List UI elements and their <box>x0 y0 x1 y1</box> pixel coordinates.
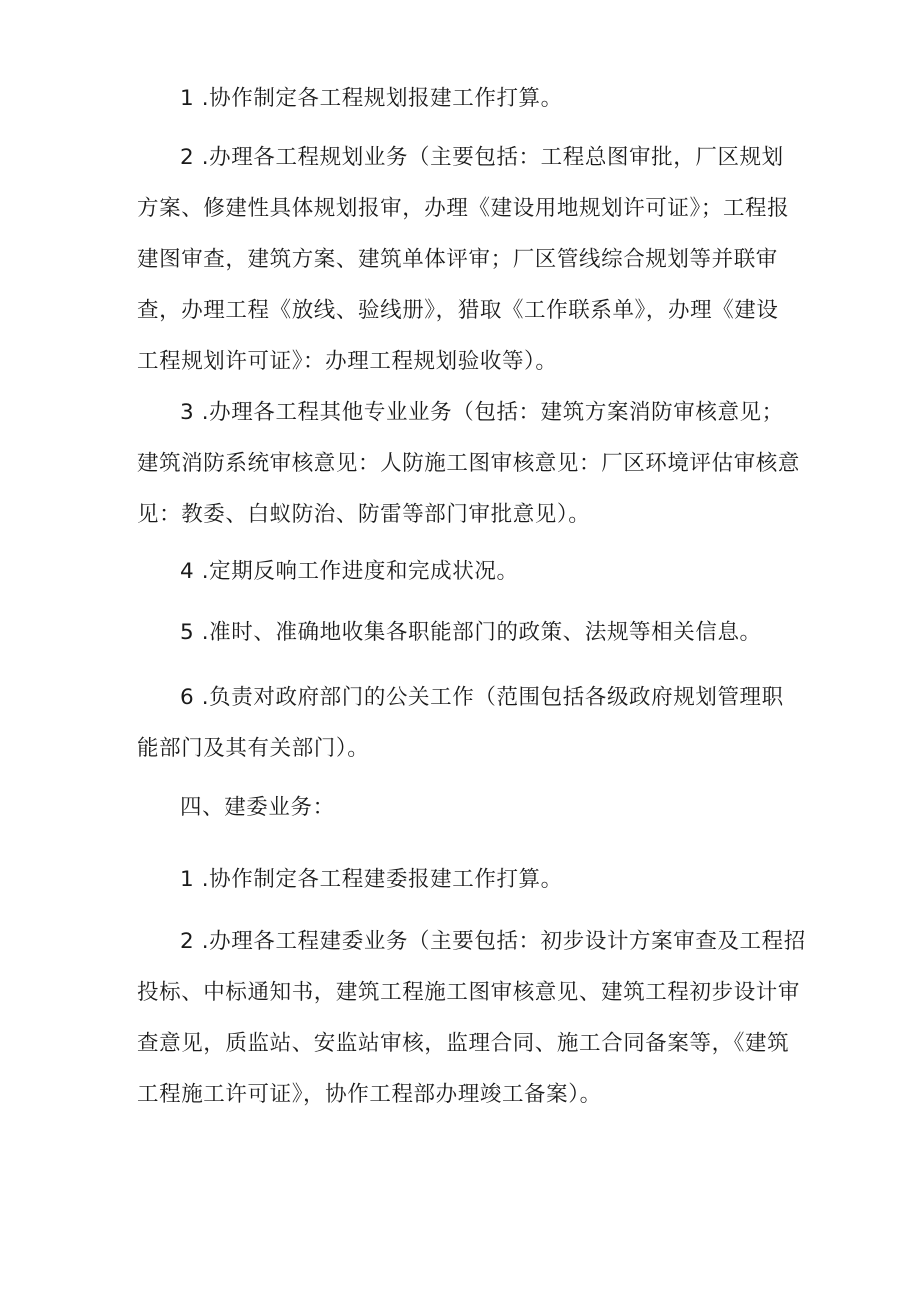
paragraph-planning-item-5 <box>137 607 797 658</box>
paragraph-line: 6 .负责对政府部门的公关工作（范围包括各级政府规划管理职 <box>180 685 784 710</box>
paragraph-line: 4 .定期反响工作进度和完成状况。 <box>180 559 519 584</box>
paragraph-line: 3 .办理各工程其他专业业务（包括：建筑方案消防审核意见； <box>180 400 784 425</box>
paragraph-planning-item-3 <box>137 387 801 540</box>
paragraph-line: 查，办理工程《放线、验线册》，猎取《工作联系单》，办理《建设 <box>137 298 779 323</box>
paragraph-line: 见：教委、白蚁防治、防雷等部门审批意见）。 <box>137 502 591 527</box>
paragraph-line: 5 .准时、准确地收集各职能部门的政策、法规等相关信息。 <box>180 620 762 645</box>
paragraph-committee-item-1 <box>137 854 797 905</box>
paragraph-line: 投标、中标通知书，建筑工程施工图审核意见、建筑工程初步设计审 <box>137 980 801 1005</box>
paragraph-line: 建筑消防系统审核意见：人防施工图审核意见：厂区环境评估审核意 <box>137 451 801 476</box>
paragraph-line: 1 .协作制定各工程建委报建工作打算。 <box>180 867 563 892</box>
paragraph-planning-item-1 <box>137 73 797 124</box>
paragraph-line: 工程规划许可证》：办理工程规划验收等）。 <box>137 349 558 374</box>
paragraph-planning-item-2 <box>137 132 797 387</box>
paragraph-planning-item-6 <box>137 672 797 774</box>
paragraph-line: 建图审查，建筑方案、建筑单体评审；厂区管线综合规划等并联审 <box>137 247 778 272</box>
paragraph-line: 方案、修建性具体规划报审，办理《建设用地规划许可证》；工程报 <box>137 196 790 221</box>
paragraph-line: 能部门及其有关部门）。 <box>137 736 370 761</box>
paragraph-line: 工程施工许可证》，协作工程部办理竣工备案）。 <box>137 1082 602 1107</box>
section-heading-construction-committee <box>137 782 797 833</box>
section-heading: 四、建委业务： <box>180 795 335 820</box>
paragraph-line: 1 .协作制定各工程规划报建工作打算。 <box>180 86 563 111</box>
paragraph-line: 2 .办理各工程建委业务（主要包括：初步设计方案审查及工程招 <box>180 929 806 954</box>
paragraph-committee-item-2 <box>137 916 806 1120</box>
paragraph-line: 查意见，质监站、安监站审核，监理合同、施工合同备案等，《建筑 <box>137 1031 790 1056</box>
paragraph-line: 2 .办理各工程规划业务（主要包括：工程总图审批，厂区规划 <box>180 145 784 170</box>
paragraph-planning-item-4 <box>137 546 797 597</box>
